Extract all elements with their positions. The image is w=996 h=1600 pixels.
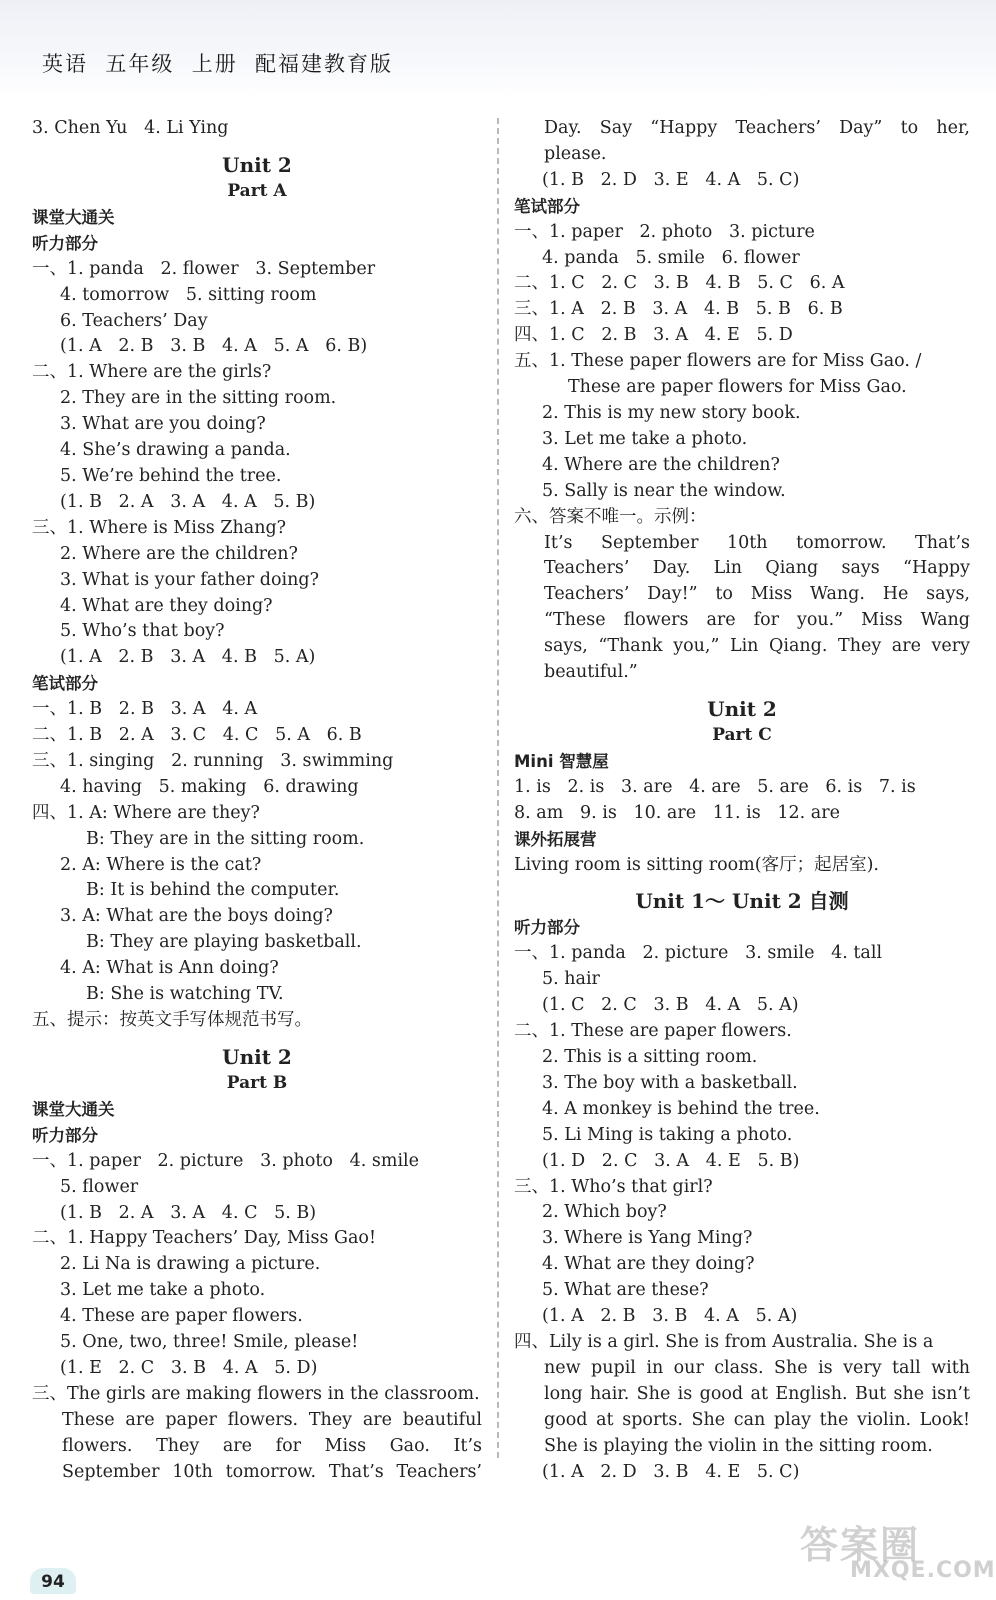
book-title: 英语 五年级 上册 配福建教育版 (42, 52, 394, 76)
answer-line: 8. am 9. is 10. are 11. is 12. are (514, 802, 840, 823)
answer-line: 五、1. These paper flowers are for Miss Gao. / (514, 351, 922, 372)
answer-line: 2. Which boy? (542, 1202, 667, 1223)
answer-line: 4. A: What is Ann doing? (60, 958, 279, 979)
answer-line: 二、1. Where are the girls? (32, 362, 272, 383)
page-number: 94 (30, 1568, 76, 1594)
section-label: Mini 智慧屋 (514, 751, 609, 771)
answer-column-right (514, 116, 970, 1485)
answer-line: 4. panda 5. smile 6. flower (542, 247, 800, 268)
answer-line: 三、1. Who’s that girl? (514, 1176, 713, 1197)
answer-line: (1. B 2. D 3. E 4. A 5. C) (542, 169, 800, 190)
passage-line: good at sports. She can play the violin. Look! (544, 1409, 970, 1430)
answer-line: (1. A 2. B 3. A 4. B 5. A) (60, 647, 316, 668)
answer-line: 4. A monkey is behind the tree. (542, 1098, 820, 1119)
answer-line: 5. hair (542, 969, 600, 990)
unit-heading: Unit 2 (707, 696, 777, 721)
answer-line: 2. Where are the children? (60, 543, 298, 564)
section-label: 听力部分 (514, 918, 580, 938)
answer-line: 3. A: What are the boys doing? (60, 906, 333, 927)
answer-line: 5. We’re behind the tree. (60, 465, 282, 486)
passage-line: says, “Thank you,” Lin Qiang. They are very (544, 636, 970, 657)
answer-line: 二、1. B 2. A 3. C 4. C 5. A 6. B (32, 725, 362, 746)
section-label: 笔试部分 (32, 674, 98, 694)
answer-line: 5. Who’s that boy? (60, 621, 225, 642)
answer-line: 5. What are these? (542, 1280, 709, 1301)
passage-line: Teachers’ Day. Lin Qiang says “Happy (544, 558, 970, 579)
answer-line: 六、答案不唯一。示例： (514, 506, 707, 527)
answer-line: 4. These are paper flowers. (60, 1306, 303, 1327)
answer-line: These are paper flowers for Miss Gao. (568, 377, 907, 398)
answer-line: 一、1. panda 2. flower 3. September (32, 258, 376, 279)
answer-line: 4. Where are the children? (542, 454, 780, 475)
answer-line: 三、1. singing 2. running 3. swimming (32, 750, 394, 771)
answer-line: 4. What are they doing? (542, 1254, 755, 1275)
answer-line: 五、提示：按英文手写体规范书写。 (32, 1010, 312, 1030)
answer-line: 5. Sally is near the window. (542, 480, 786, 501)
passage-line: beautiful.” (544, 662, 638, 683)
answer-line: 2. A: Where is the cat? (60, 854, 262, 875)
answer-line: 5. One, two, three! Smile, please! (60, 1332, 359, 1353)
answer-line: 3. Where is Yang Ming? (542, 1228, 753, 1249)
answer-line: 三、The girls are making flowers in the classroom. (32, 1383, 480, 1404)
part-heading: Part A (227, 180, 287, 201)
answer-line: 2. This is a sitting room. (542, 1047, 758, 1067)
answer-line: 四、Lily is a girl. She is from Australia. She is a (514, 1331, 934, 1352)
passage-line: It’s September 10th tomorrow. That’s (544, 532, 970, 553)
section-label: 听力部分 (32, 233, 98, 253)
part-heading: Part C (712, 724, 772, 745)
answer-line: 4. having 5. making 6. drawing (60, 776, 359, 797)
answer-line: (1. B 2. A 3. A 4. C 5. B) (60, 1202, 317, 1223)
answer-line: Living room is sitting room(客厅；起居室). (514, 854, 879, 875)
answer-line: B: They are in the sitting room. (86, 828, 365, 849)
passage-line: new pupil in our class. She is very tall with (544, 1357, 970, 1378)
answer-line: 三、1. A 2. B 3. A 4. B 5. B 6. B (514, 299, 843, 320)
section-label: 课堂大通关 (32, 1099, 115, 1119)
answer-line: 三、1. Where is Miss Zhang? (32, 517, 287, 538)
answer-line: 四、1. A: Where are they? (32, 802, 260, 823)
answer-line: 4. What are they doing? (60, 595, 273, 616)
answer-line: 5. Li Ming is taking a photo. (542, 1124, 793, 1145)
section-label: 听力部分 (32, 1125, 98, 1145)
answer-line: 3. Let me take a photo. (60, 1280, 266, 1301)
section-label: 课外拓展营 (514, 829, 597, 849)
answer-line: B: She is watching TV. (86, 984, 284, 1005)
answer-line: (1. A 2. B 3. B 4. A 5. A) (542, 1306, 798, 1327)
unit-heading: Unit 1～ Unit 2 自测 (635, 889, 849, 914)
answer-line: 3. Chen Yu 4. Li Ying (32, 118, 229, 138)
answer-line: 二、1. C 2. C 3. B 4. B 5. C 6. A (514, 273, 845, 294)
section-label: 笔试部分 (514, 196, 580, 216)
answer-line: 一、1. panda 2. picture 3. smile 4. tall (514, 943, 883, 964)
answer-line: 四、1. C 2. B 3. A 4. E 5. D (514, 325, 793, 346)
answer-line: 3. What is your father doing? (60, 569, 319, 590)
answer-line: (1. C 2. C 3. B 4. A 5. A) (542, 995, 799, 1016)
answer-line: 5. flower (60, 1176, 139, 1197)
answer-column-left (32, 116, 482, 1486)
answer-line: (1. D 2. C 3. A 4. E 5. B) (542, 1150, 800, 1171)
watermark-url: MXQE.COM (850, 1558, 996, 1583)
answer-line: 2. Li Na is drawing a picture. (60, 1254, 321, 1275)
column-divider (497, 118, 499, 1458)
passage-line: Day. Say “Happy Teachers’ Day” to her, (544, 118, 970, 138)
passage-line: Teachers’ Day!” to Miss Wang. He says, (544, 584, 970, 605)
answer-line: 4. tomorrow 5. sitting room (60, 284, 317, 305)
answer-line: (1. A 2. B 3. B 4. A 5. A 6. B) (60, 336, 368, 357)
answer-line: 一、1. paper 2. photo 3. picture (514, 221, 815, 242)
answer-line: 一、1. paper 2. picture 3. photo 4. smile (32, 1150, 419, 1171)
passage-line: please. (544, 143, 607, 164)
answer-line: (1. B 2. A 3. A 4. A 5. B) (60, 491, 316, 512)
answer-line: 2. They are in the sitting room. (60, 388, 337, 409)
answer-line: 4. She’s drawing a panda. (60, 440, 291, 461)
passage-line: “These flowers are for you.” Miss Wang (544, 610, 970, 631)
answer-line: 二、1. These are paper flowers. (514, 1021, 792, 1042)
answer-line: 一、1. B 2. B 3. A 4. A (32, 699, 258, 720)
answer-line: 3. What are you doing? (60, 414, 266, 435)
answer-line: 1. is 2. is 3. are 4. are 5. are 6. is 7. is (514, 776, 916, 797)
answer-line: 6. Teachers’ Day (60, 310, 208, 331)
passage-line: flowers. They are for Miss Gao. It’s (62, 1435, 482, 1456)
unit-heading: Unit 2 (222, 1044, 292, 1069)
unit-heading: Unit 2 (222, 152, 292, 177)
part-heading: Part B (226, 1072, 288, 1093)
page-header (0, 0, 996, 100)
answer-line: (1. A 2. D 3. B 4. E 5. C) (542, 1461, 800, 1482)
answer-line: 3. Let me take a photo. (542, 428, 748, 449)
passage-line: September 10th tomorrow. That’s Teachers’ (62, 1461, 482, 1482)
watermark-logo: 答案圈 (800, 1523, 921, 1567)
passage-line: She is playing the violin in the sitting room. (544, 1435, 933, 1456)
answer-line: 3. The boy with a basketball. (542, 1072, 798, 1093)
answer-line: B: They are playing basketball. (86, 932, 362, 953)
answer-line: 二、1. Happy Teachers’ Day, Miss Gao! (32, 1228, 376, 1249)
passage-line: long hair. She is good at English. But she isn’t (544, 1383, 970, 1404)
answer-line: B: It is behind the computer. (86, 880, 340, 901)
answer-line: 2. This is my new story book. (542, 402, 801, 423)
passage-line: These are paper flowers. They are beautiful (62, 1409, 482, 1430)
section-label: 课堂大通关 (32, 207, 115, 227)
answer-line: (1. E 2. C 3. B 4. A 5. D) (60, 1357, 318, 1378)
